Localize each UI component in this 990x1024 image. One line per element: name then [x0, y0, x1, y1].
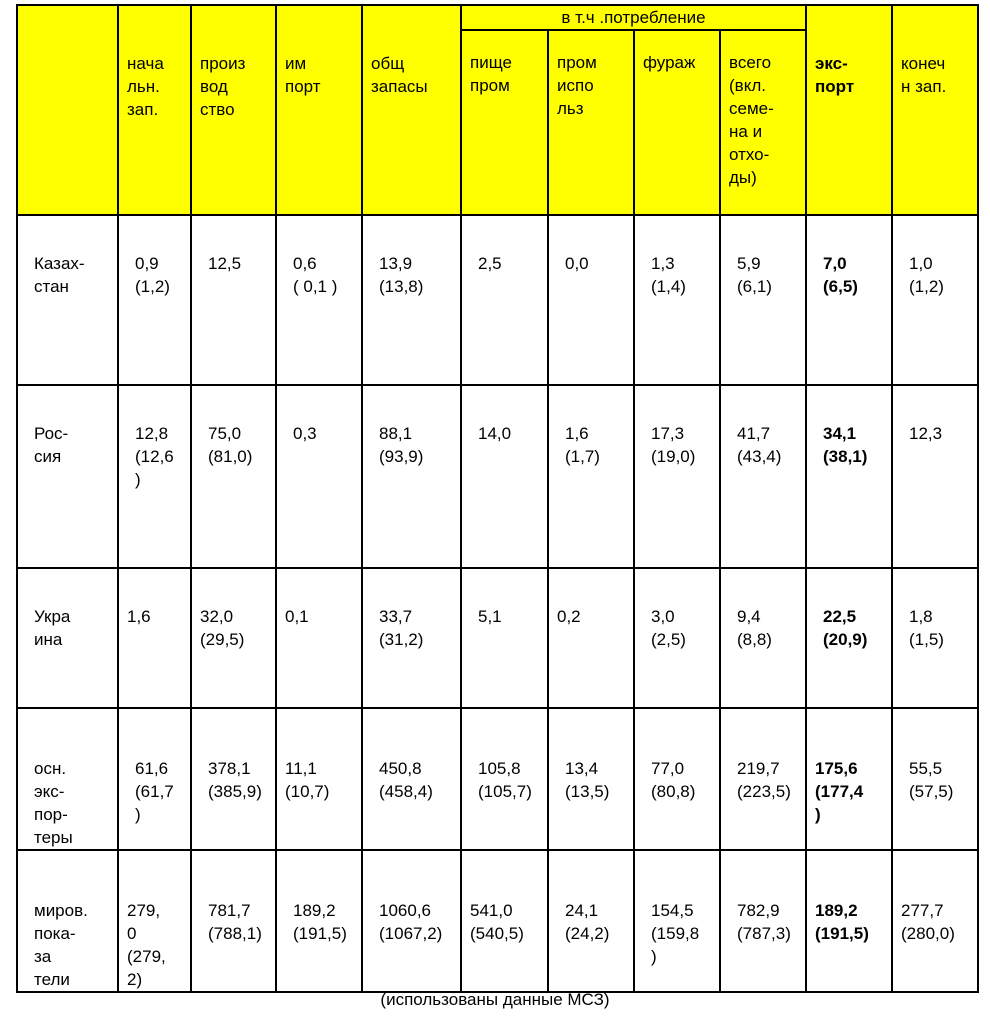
table-cell: 13,4 (13,5) [548, 708, 634, 850]
table-cell: 0,1 [276, 568, 362, 708]
table-cell-export: 189,2 (191,5) [806, 850, 892, 992]
table-cell: 61,6 (61,7 ) [118, 708, 191, 850]
table-cell: 9,4 (8,8) [720, 568, 806, 708]
table-cell: 1,3 (1,4) [634, 215, 720, 385]
table-cell: 75,0 (81,0) [191, 385, 276, 568]
table-cell: 5,9 (6,1) [720, 215, 806, 385]
table-row-russia [17, 385, 978, 568]
header-total-consumption: всего (вкл. семе- на и отхо- ды) [720, 30, 806, 215]
table-cell: 782,9 (787,3) [720, 850, 806, 992]
table-cell: 1,8 (1,5) [892, 568, 978, 708]
table-cell-export: 34,1 (38,1) [806, 385, 892, 568]
header-food-industry: пище пром [461, 30, 548, 215]
row-label: миров. пока- за тели [17, 850, 118, 992]
table-cell: 11,1 (10,7) [276, 708, 362, 850]
table-cell-export: 22,5 (20,9) [806, 568, 892, 708]
row-label: осн. экс- пор- теры [17, 708, 118, 850]
table-cell: 378,1 (385,9) [191, 708, 276, 850]
table-cell: 77,0 (80,8) [634, 708, 720, 850]
table-cell: 17,3 (19,0) [634, 385, 720, 568]
row-label: Укра ина [17, 568, 118, 708]
table-cell: 55,5 (57,5) [892, 708, 978, 850]
table-cell: 13,9 (13,8) [362, 215, 461, 385]
header-feed: фураж [634, 30, 720, 215]
table-cell: 105,8 (105,7) [461, 708, 548, 850]
table-cell: 154,5 (159,8 ) [634, 850, 720, 992]
header-total-supply: общ запасы [362, 5, 461, 215]
table-cell: 541,0 (540,5) [461, 850, 548, 992]
table-cell: 24,1 (24,2) [548, 850, 634, 992]
table-cell: 1,0 (1,2) [892, 215, 978, 385]
table-cell: 450,8 (458,4) [362, 708, 461, 850]
table-cell: 14,0 [461, 385, 548, 568]
table-cell: 219,7 (223,5) [720, 708, 806, 850]
table-row-ukraine [17, 568, 978, 708]
table-cell: 5,1 [461, 568, 548, 708]
table-cell: 12,3 [892, 385, 978, 568]
corner-header-cell [17, 5, 118, 215]
source-note: (использованы данные МСЗ) [380, 990, 610, 1009]
header-ending-stocks: конеч н зап. [892, 5, 978, 215]
header-import: им порт [276, 5, 362, 215]
row-label: Казах- стан [17, 215, 118, 385]
table-cell: 0,9 (1,2) [118, 215, 191, 385]
table-row-world [17, 850, 978, 992]
table-cell: 0,2 [548, 568, 634, 708]
header-export: экс- порт [806, 5, 892, 215]
table-cell: 277,7 (280,0) [892, 850, 978, 992]
table-cell: 1060,6 (1067,2) [362, 850, 461, 992]
table-cell: 32,0 (29,5) [191, 568, 276, 708]
table-row-main-exporters [17, 708, 978, 850]
table-row-kazakhstan [17, 215, 978, 385]
table-cell: 0,6 ( 0,1 ) [276, 215, 362, 385]
table-cell: 0,3 [276, 385, 362, 568]
table-cell: 88,1 (93,9) [362, 385, 461, 568]
grain-balance-table [16, 4, 979, 993]
table-cell: 12,8 (12,6 ) [118, 385, 191, 568]
table-cell: 33,7 (31,2) [362, 568, 461, 708]
header-production: произ вод ство [191, 5, 276, 215]
header-consumption-group: в т.ч .потребление [461, 5, 806, 30]
table-cell: 0,0 [548, 215, 634, 385]
table-cell: 279, 0 (279, 2) [118, 850, 191, 992]
table-cell: 1,6 (1,7) [548, 385, 634, 568]
table-cell: 3,0 (2,5) [634, 568, 720, 708]
header-initial-stocks: нача льн. зап. [118, 5, 191, 215]
table-cell: 781,7 (788,1) [191, 850, 276, 992]
table-cell: 1,6 [118, 568, 191, 708]
table-cell: 189,2 (191,5) [276, 850, 362, 992]
table-cell: 2,5 [461, 215, 548, 385]
row-label: Рос- сия [17, 385, 118, 568]
table-cell-export: 7,0 (6,5) [806, 215, 892, 385]
table-cell-export: 175,6 (177,4 ) [806, 708, 892, 850]
header-industrial-use: пром испо льз [548, 30, 634, 215]
table-cell: 12,5 [191, 215, 276, 385]
table-cell: 41,7 (43,4) [720, 385, 806, 568]
